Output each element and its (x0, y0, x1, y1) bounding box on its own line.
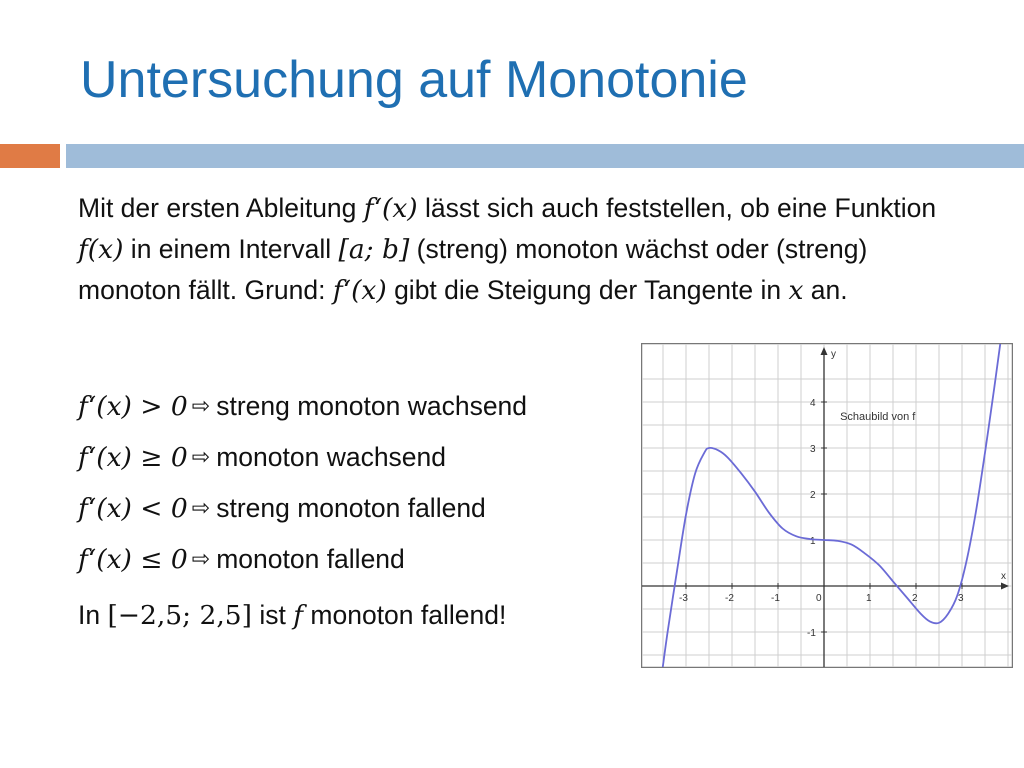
conclusion (78, 600, 506, 631)
arrow-right-icon: ⇨ (191, 546, 211, 571)
rule-condition: f‘(x) < 0 (78, 493, 188, 524)
chart-title: Schaubild von f (840, 411, 916, 423)
rule-decreasing (78, 537, 527, 588)
rule-result: monoton wachsend (216, 442, 447, 472)
rule-increasing (78, 435, 527, 486)
conclusion-text-2: ist (252, 600, 294, 630)
arrow-right-icon: ⇨ (191, 495, 211, 520)
x-tick-label: -3 (679, 593, 688, 604)
chart-frame (642, 344, 1013, 668)
intro-math-derivative: f‘(x) (363, 193, 418, 224)
intro-text-1: Mit der ersten Ableitung (78, 193, 364, 223)
y-tick-label: 3 (810, 444, 816, 455)
x-tick-label: 2 (912, 593, 918, 604)
y-tick-label: 1 (810, 536, 816, 547)
arrow-right-icon: ⇨ (191, 444, 211, 469)
rule-result: monoton fallend (216, 544, 405, 574)
y-tick-label: 2 (810, 490, 816, 501)
intro-text-6: an. (803, 275, 848, 305)
accent-bar-blue (66, 144, 1024, 168)
rule-condition: f‘(x) > 0 (78, 391, 188, 422)
accent-bar-orange (0, 144, 60, 168)
x-tick-label: -1 (771, 593, 780, 604)
intro-math-function: f(x) (78, 234, 124, 265)
y-tick-label: -1 (807, 628, 816, 639)
x-axis-label: x (1001, 571, 1006, 582)
intro-math-x: x (788, 275, 804, 306)
x-tick-label: -2 (725, 593, 734, 604)
intro-text-5: gibt die Steigung der Tangente in (386, 275, 789, 305)
rule-condition: f‘(x) ≥ 0 (78, 442, 188, 473)
arrow-right-icon: ⇨ (191, 393, 211, 418)
function-graph (641, 343, 1013, 668)
intro-text-2: lässt sich auch feststellen, ob eine Funktion (417, 193, 937, 223)
rule-result: streng monoton fallend (216, 493, 486, 523)
intro-math-interval: [a; b] (338, 234, 410, 265)
rule-result: streng monoton wachsend (216, 391, 528, 421)
y-axis-label: y (831, 349, 836, 360)
conclusion-text-3: monoton fallend! (303, 600, 507, 630)
intro-paragraph (78, 188, 958, 311)
x-tick-label: 3 (958, 593, 964, 604)
rule-strictly-decreasing (78, 486, 527, 537)
intro-text-3: in einem Intervall (123, 234, 339, 264)
x-tick-label: 0 (816, 593, 822, 604)
slide-title: Untersuchung auf Monotonie (80, 51, 748, 109)
y-tick-label: 4 (810, 398, 816, 409)
rule-strictly-increasing (78, 384, 527, 435)
conclusion-variable: f (293, 600, 304, 631)
conclusion-interval: [−2,5; 2,5] (107, 600, 252, 631)
intro-math-derivative-2: f‘(x) (332, 275, 387, 306)
monotony-rules (78, 384, 527, 588)
rule-condition: f‘(x) ≤ 0 (78, 544, 188, 575)
x-tick-label: 1 (866, 593, 872, 604)
conclusion-text-1: In (78, 600, 108, 630)
intro-text-4: (streng) monoton wächst oder (streng) monoton fällt. Grund: (78, 234, 868, 305)
